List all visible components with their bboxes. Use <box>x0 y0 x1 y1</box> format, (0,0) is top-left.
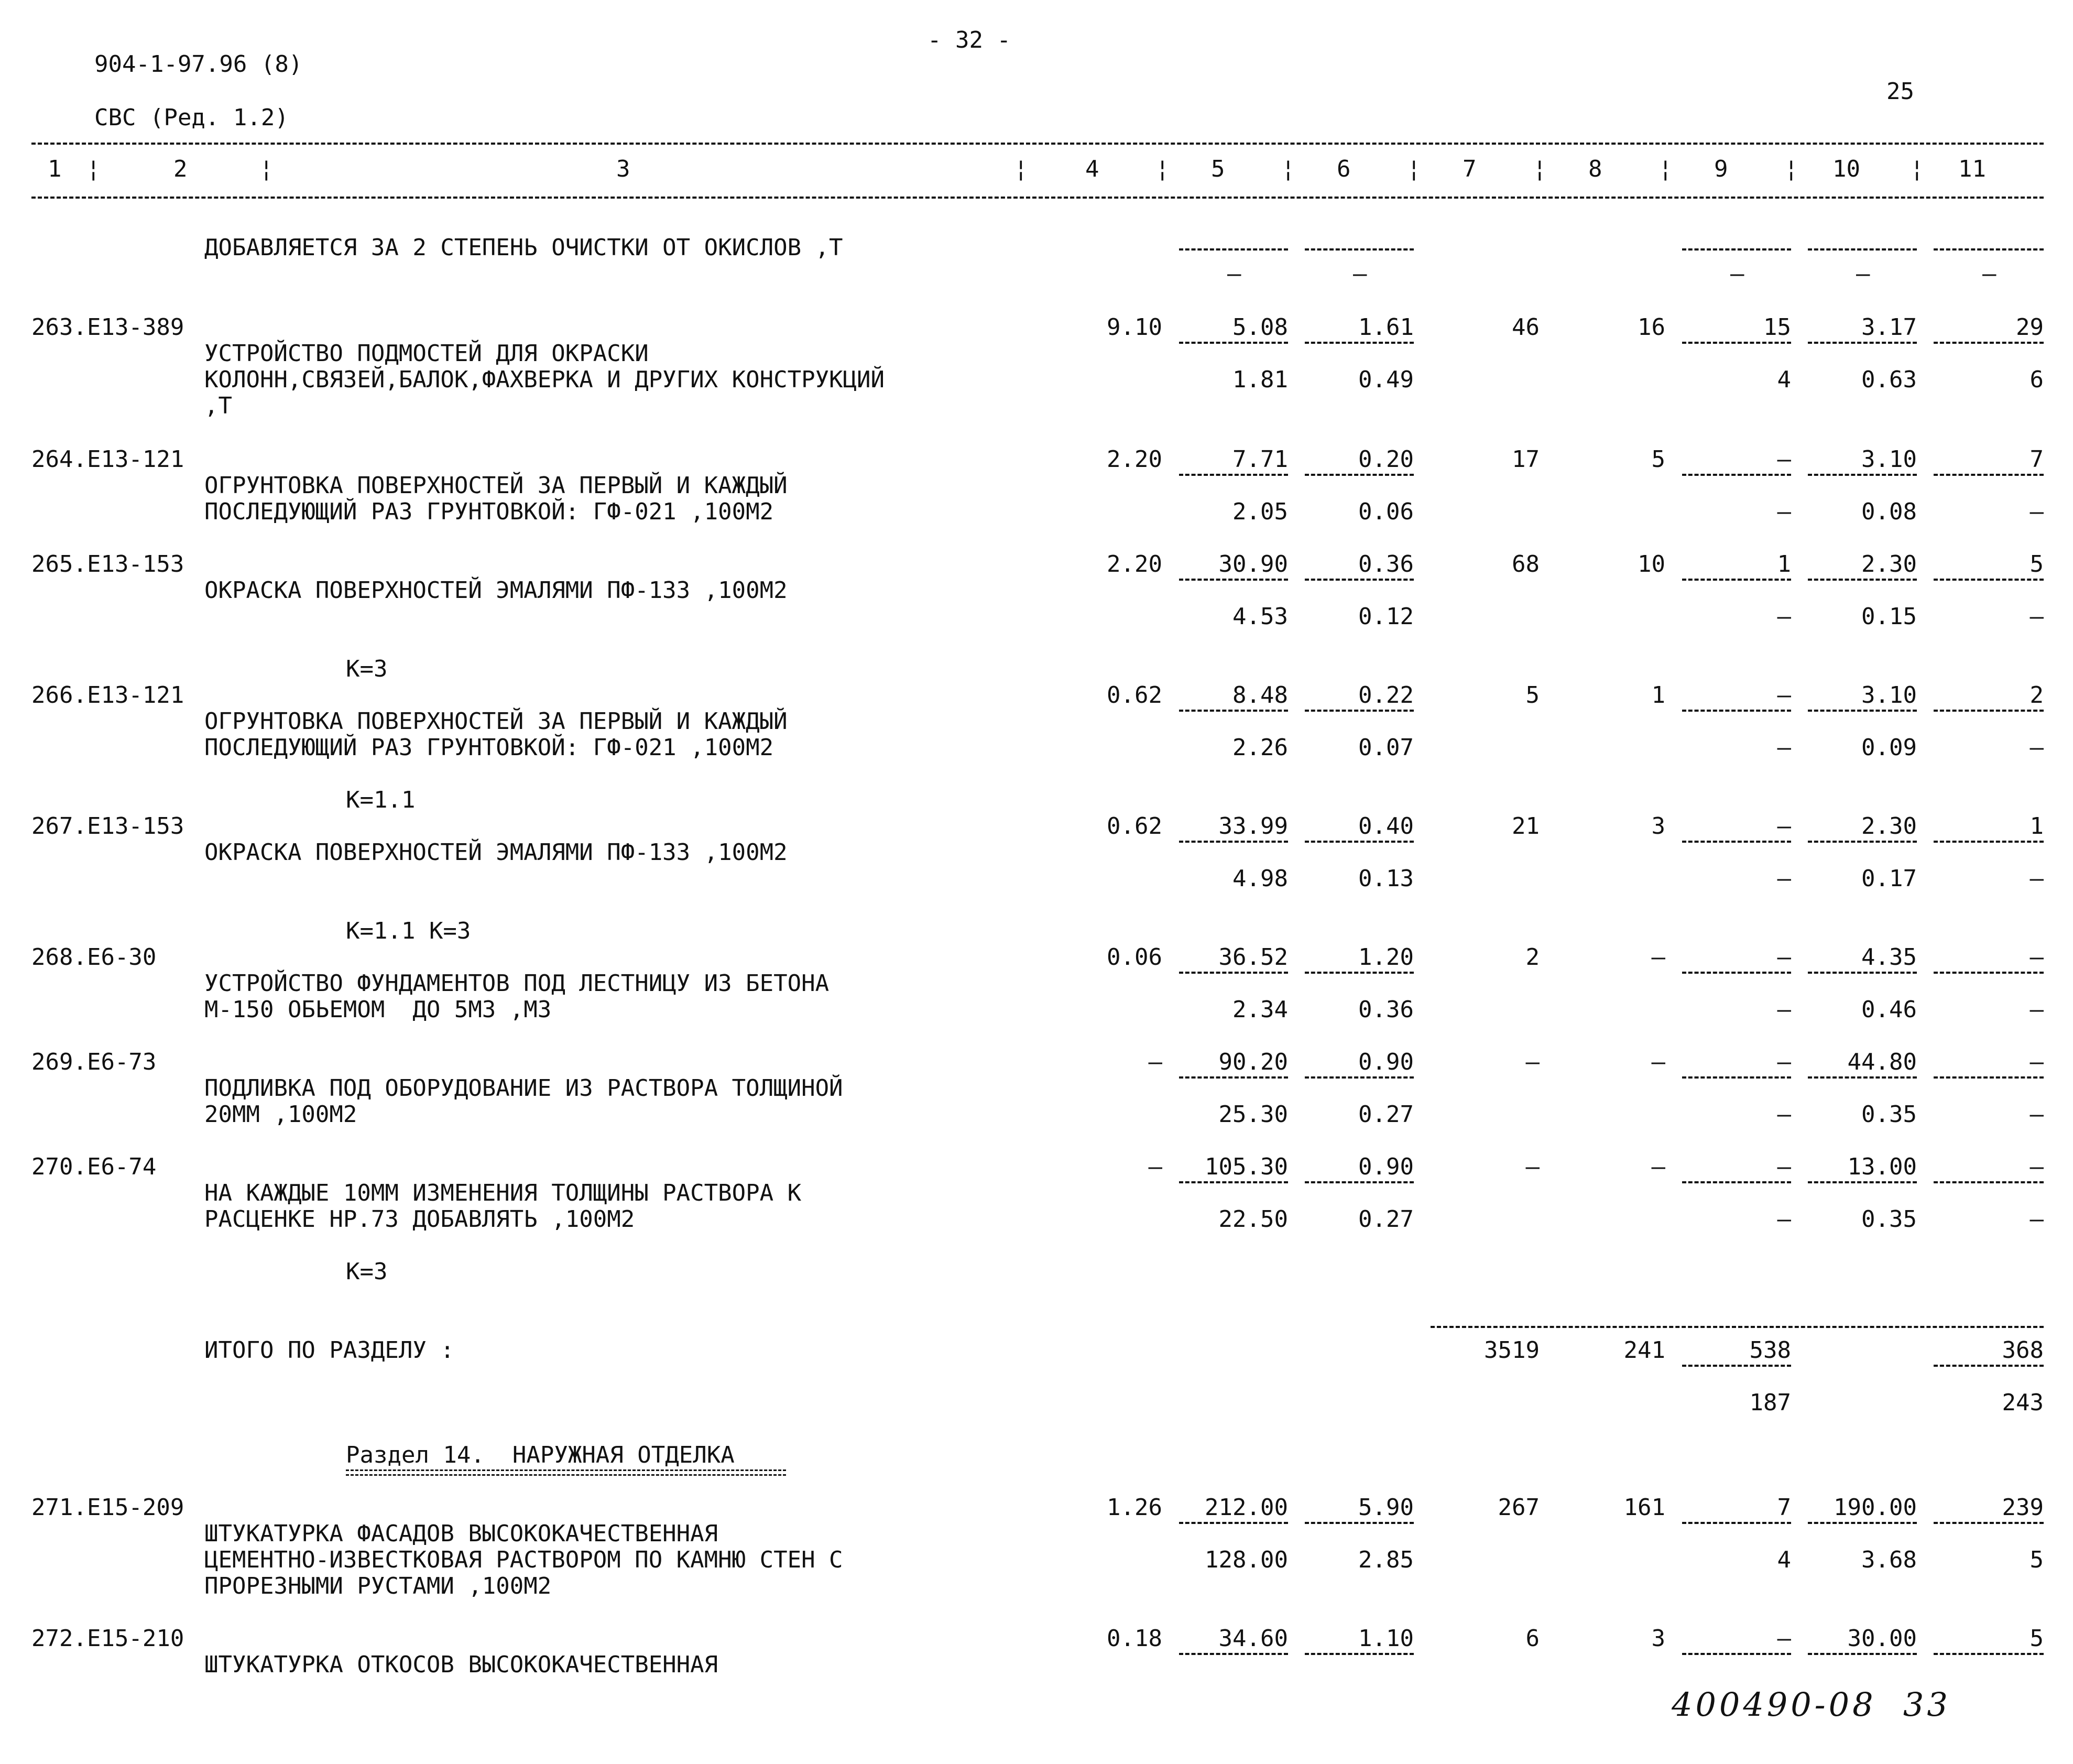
value-underline <box>1179 972 1288 974</box>
column-separator: ¦ <box>1407 156 1421 182</box>
value-second-line-col-10: 3.68 <box>1861 1547 1917 1573</box>
value-underline <box>1305 248 1414 251</box>
value-underline <box>1682 1653 1791 1655</box>
value-col-6: 1.61 <box>1358 314 1414 341</box>
value-underline <box>1808 248 1917 251</box>
item-code: 269.Е6-73 <box>31 1049 157 1075</box>
value-col-5: 30.90 <box>1218 551 1288 578</box>
value-underline <box>1682 841 1791 843</box>
value-second-line-col-6: – <box>1353 260 1367 287</box>
value-underline <box>1305 579 1414 581</box>
value-underline <box>1179 1076 1288 1079</box>
value-col-11: – <box>2030 944 2044 971</box>
item-code: 270.Е6-74 <box>31 1153 157 1180</box>
value-underline <box>1305 342 1414 344</box>
value-col-8: – <box>1651 1049 1665 1075</box>
value-col-11: 7 <box>2030 446 2044 473</box>
value-second-line-col-11: 6 <box>2030 366 2044 393</box>
value-underline <box>1305 1653 1414 1655</box>
page-number-center: - 32 - <box>928 27 1011 53</box>
value-second-line-col-9: – <box>1777 865 1791 892</box>
total-col-8: 241 <box>1623 1337 1665 1364</box>
value-col-5: 34.60 <box>1218 1625 1288 1652</box>
value-second-line-col-9: 4 <box>1777 1547 1791 1573</box>
value-second-line-col-5: 4.53 <box>1232 603 1288 630</box>
value-col-8: 3 <box>1651 1625 1665 1652</box>
column-number-7: 7 <box>1463 156 1477 182</box>
handwritten-archive-number: 400490-08 33 <box>1672 1685 1951 1724</box>
item-code: 266.Е13-121 <box>31 682 184 709</box>
total-col-11: 368 <box>2002 1337 2044 1364</box>
value-col-7: 267 <box>1498 1494 1540 1521</box>
item-description: КОЛОНН,СВЯЗЕЙ,БАЛОК,ФАХВЕРКА И ДРУГИХ КОНСТРУКЦИЙ <box>204 366 885 393</box>
item-description: УСТРОЙСТВО ФУНДАМЕНТОВ ПОД ЛЕСТНИЦУ ИЗ БЕТОНА <box>204 970 830 997</box>
column-number-10: 10 <box>1832 156 1860 182</box>
value-second-line-col-9: – <box>1777 498 1791 525</box>
value-col-10: 3.10 <box>1861 682 1917 709</box>
value-col-7: 17 <box>1512 446 1540 473</box>
column-separator: ¦ <box>1155 156 1170 182</box>
value-col-10: 2.30 <box>1861 813 1917 840</box>
item-description: НА КАЖДЫЕ 10ММ ИЗМЕНЕНИЯ ТОЛЩИНЫ РАСТВОРА К <box>204 1180 802 1206</box>
value-col-8: 16 <box>1638 314 1665 341</box>
value-col-4: 0.18 <box>1107 1625 1162 1652</box>
value-col-4: 9.10 <box>1107 314 1162 341</box>
value-underline <box>1305 474 1414 476</box>
item-description: ОКРАСКА ПОВЕРХНОСТЕЙ ЭМАЛЯМИ ПФ-133 ,100М2 <box>204 839 788 866</box>
value-col-7: 2 <box>1525 944 1540 971</box>
value-col-7: 21 <box>1512 813 1540 840</box>
item-description: ЦЕМЕНТНО-ИЗВЕСТКОВАЯ РАСТВОРОМ ПО КАМНЮ СТЕН С <box>204 1547 843 1573</box>
value-second-line-col-9: – <box>1730 260 1744 287</box>
value-second-line-col-11: – <box>2030 603 2044 630</box>
column-number-8: 8 <box>1588 156 1602 182</box>
column-separator: ¦ <box>1281 156 1295 182</box>
column-separator: ¦ <box>1533 156 1547 182</box>
value-col-7: – <box>1525 1153 1540 1180</box>
value-underline <box>1179 841 1288 843</box>
value-second-line-col-5: 128.00 <box>1205 1547 1288 1573</box>
value-second-line-col-9: – <box>1777 1206 1791 1233</box>
value-underline <box>1682 474 1791 476</box>
column-number-6: 6 <box>1337 156 1351 182</box>
value-col-7: 6 <box>1525 1625 1540 1652</box>
value-col-5: 105.30 <box>1205 1153 1288 1180</box>
value-col-10: 3.17 <box>1861 314 1917 341</box>
value-underline <box>1305 710 1414 712</box>
value-col-9: 7 <box>1777 1494 1791 1521</box>
value-underline <box>1934 474 2044 476</box>
column-number-11: 11 <box>1958 156 1986 182</box>
item-description: ПРОРЕЗНЫМИ РУСТАМИ ,100М2 <box>204 1573 552 1599</box>
column-separator: ¦ <box>1784 156 1798 182</box>
value-second-line-col-6: 2.85 <box>1358 1547 1414 1573</box>
value-underline <box>1808 1181 1917 1183</box>
value-underline <box>1179 248 1288 251</box>
value-col-5: 90.20 <box>1218 1049 1288 1075</box>
value-col-6: 1.20 <box>1358 944 1414 971</box>
column-number-4: 4 <box>1085 156 1099 182</box>
item-description: ШТУКАТУРКА ОТКОСОВ ВЫСОКОКАЧЕСТВЕННАЯ <box>204 1651 718 1678</box>
column-separator: ¦ <box>86 156 101 182</box>
value-underline <box>1808 342 1917 344</box>
value-col-11: – <box>2030 1049 2044 1075</box>
column-number-3: 3 <box>616 156 630 182</box>
value-underline <box>1682 710 1791 712</box>
value-underline <box>1808 710 1917 712</box>
value-col-10: 30.00 <box>1847 1625 1917 1652</box>
value-underline <box>1305 1076 1414 1079</box>
value-second-line-col-11: – <box>2030 996 2044 1023</box>
value-col-8: 10 <box>1638 551 1665 578</box>
value-col-6: 0.22 <box>1358 682 1414 709</box>
value-underline <box>1934 248 2044 251</box>
value-underline <box>1934 342 2044 344</box>
value-col-11: 5 <box>2030 551 2044 578</box>
value-underline <box>1305 1181 1414 1183</box>
value-underline <box>1808 841 1917 843</box>
value-col-11: 239 <box>2002 1494 2044 1521</box>
value-col-5: 5.08 <box>1232 314 1288 341</box>
value-second-line-col-5: 22.50 <box>1218 1206 1288 1233</box>
item-description: ОГРУНТОВКА ПОВЕРХНОСТЕЙ ЗА ПЕРВЫЙ И КАЖДЫЙ <box>204 472 788 499</box>
item-description: УСТРОЙСТВО ПОДМОСТЕЙ ДЛЯ ОКРАСКИ <box>204 340 649 367</box>
value-underline <box>1934 710 2044 712</box>
value-underline <box>1808 1522 1917 1524</box>
value-second-line-col-11: – <box>2030 1101 2044 1128</box>
coefficient-note: К=3 <box>346 656 388 682</box>
value-underline <box>1682 1181 1791 1183</box>
value-underline <box>1934 972 2044 974</box>
value-col-4: – <box>1148 1049 1162 1075</box>
value-underline <box>1682 342 1791 344</box>
column-number-9: 9 <box>1714 156 1728 182</box>
value-second-line-col-5: – <box>1227 260 1241 287</box>
value-second-line-col-6: 0.49 <box>1358 366 1414 393</box>
value-underline <box>1305 1522 1414 1524</box>
value-col-8: 3 <box>1651 813 1665 840</box>
header-rule-top <box>31 143 2044 145</box>
item-code: 264.Е13-121 <box>31 446 184 473</box>
value-underline <box>1934 579 2044 581</box>
column-separator: ¦ <box>259 156 274 182</box>
value-second-line-col-11: – <box>2030 865 2044 892</box>
value-underline <box>1682 579 1791 581</box>
doc-code: 904-1-97.96 (8) <box>94 51 303 78</box>
value-col-11: 5 <box>2030 1625 2044 1652</box>
value-col-6: 0.90 <box>1358 1153 1414 1180</box>
value-second-line-col-5: 25.30 <box>1218 1101 1288 1128</box>
item-description: 20ММ ,100М2 <box>204 1101 357 1128</box>
value-second-line-col-10: 0.17 <box>1861 865 1917 892</box>
page-number-right: 25 <box>1886 78 1914 105</box>
item-code: 268.Е6-30 <box>31 944 157 971</box>
total-col-7: 3519 <box>1484 1337 1540 1364</box>
total-rule <box>1431 1326 2044 1328</box>
item-description: ДОБАВЛЯЕТСЯ ЗА 2 СТЕПЕНЬ ОЧИСТКИ ОТ ОКИСЛОВ ,Т <box>204 234 843 261</box>
value-col-11: 1 <box>2030 813 2044 840</box>
item-code: 267.Е13-153 <box>31 813 184 840</box>
program-version: СВС (Ред. 1.2) <box>94 104 289 131</box>
value-col-8: – <box>1651 1153 1665 1180</box>
value-second-line-col-10: 0.15 <box>1861 603 1917 630</box>
value-col-5: 8.48 <box>1232 682 1288 709</box>
value-underline <box>1934 1076 2044 1079</box>
value-underline <box>1808 972 1917 974</box>
item-description: М-150 ОБЬЕМОМ ДО 5М3 ,М3 <box>204 996 552 1023</box>
value-col-6: 0.90 <box>1358 1049 1414 1075</box>
value-col-6: 0.40 <box>1358 813 1414 840</box>
value-second-line-col-9: – <box>1777 1101 1791 1128</box>
value-underline <box>1682 248 1791 251</box>
value-underline <box>1808 1653 1917 1655</box>
value-col-8: 5 <box>1651 446 1665 473</box>
value-col-5: 212.00 <box>1205 1494 1288 1521</box>
value-col-11: – <box>2030 1153 2044 1180</box>
value-underline <box>1808 579 1917 581</box>
item-description: ПОДЛИВКА ПОД ОБОРУДОВАНИЕ ИЗ РАСТВОРА ТОЛЩИНОЙ <box>204 1075 843 1102</box>
column-separator: ¦ <box>1910 156 1924 182</box>
item-code: 271.Е15-209 <box>31 1494 184 1521</box>
value-col-10: 4.35 <box>1861 944 1917 971</box>
value-col-9: 15 <box>1763 314 1791 341</box>
value-col-10: 3.10 <box>1861 446 1917 473</box>
value-col-8: – <box>1651 944 1665 971</box>
section-heading: Раздел 14. НАРУЖНАЯ ОТДЕЛКА <box>346 1442 735 1468</box>
value-col-9: 1 <box>1777 551 1791 578</box>
value-second-line-col-9: – <box>1777 603 1791 630</box>
value-second-line-col-5: 1.81 <box>1232 366 1288 393</box>
item-description: ШТУКАТУРКА ФАСАДОВ ВЫСОКОКАЧЕСТВЕННАЯ <box>204 1520 718 1547</box>
value-underline <box>1934 841 2044 843</box>
value-col-10: 44.80 <box>1847 1049 1917 1075</box>
value-col-9: – <box>1777 446 1791 473</box>
value-underline <box>1682 1365 1791 1367</box>
value-underline <box>1179 342 1288 344</box>
value-underline <box>1179 1653 1288 1655</box>
value-second-line-col-11: – <box>2030 498 2044 525</box>
value-col-8: 161 <box>1623 1494 1665 1521</box>
value-second-line-col-9: – <box>1777 996 1791 1023</box>
value-col-6: 0.36 <box>1358 551 1414 578</box>
value-col-6: 5.90 <box>1358 1494 1414 1521</box>
value-underline <box>1934 1653 2044 1655</box>
value-underline <box>1305 972 1414 974</box>
value-second-line-col-11: – <box>2030 1206 2044 1233</box>
value-col-5: 7.71 <box>1232 446 1288 473</box>
value-col-10: 13.00 <box>1847 1153 1917 1180</box>
value-col-11: 29 <box>2016 314 2044 341</box>
value-col-5: 33.99 <box>1218 813 1288 840</box>
value-col-6: 1.10 <box>1358 1625 1414 1652</box>
value-col-4: 1.26 <box>1107 1494 1162 1521</box>
value-underline <box>1808 1076 1917 1079</box>
item-description: ПОСЛЕДУЮЩИЙ РАЗ ГРУНТОВКОЙ: ГФ-021 ,100М2 <box>204 734 774 761</box>
value-col-4: 0.62 <box>1107 682 1162 709</box>
value-second-line-col-6: 0.12 <box>1358 603 1414 630</box>
value-underline <box>1682 972 1791 974</box>
value-second-line-col-10: 0.08 <box>1861 498 1917 525</box>
value-underline <box>1179 579 1288 581</box>
value-second-line-col-6: 0.06 <box>1358 498 1414 525</box>
value-second-line-col-11: 5 <box>2030 1547 2044 1573</box>
value-second-line-col-5: 2.34 <box>1232 996 1288 1023</box>
value-col-11: 2 <box>2030 682 2044 709</box>
section-total-label: ИТОГО ПО РАЗДЕЛУ : <box>204 1337 454 1364</box>
value-second-line-col-6: 0.27 <box>1358 1206 1414 1233</box>
value-second-line-col-10: 0.46 <box>1861 996 1917 1023</box>
value-second-line-col-6: 0.27 <box>1358 1101 1414 1128</box>
value-underline <box>1682 1522 1791 1524</box>
column-number-2: 2 <box>173 156 188 182</box>
total-second-col-11: 243 <box>2002 1389 2044 1416</box>
value-col-4: – <box>1148 1153 1162 1180</box>
value-underline <box>1682 1076 1791 1079</box>
value-col-10: 2.30 <box>1861 551 1917 578</box>
coefficient-note: К=1.1 К=3 <box>346 918 471 944</box>
value-col-9: – <box>1777 1625 1791 1652</box>
item-description: ,Т <box>204 393 232 419</box>
value-second-line-col-5: 2.05 <box>1232 498 1288 525</box>
column-number-5: 5 <box>1211 156 1225 182</box>
value-col-4: 0.62 <box>1107 813 1162 840</box>
value-second-line-col-10: 0.35 <box>1861 1206 1917 1233</box>
item-description: РАСЦЕНКЕ НР.73 ДОБАВЛЯТЬ ,100М2 <box>204 1206 635 1233</box>
value-underline <box>1305 841 1414 843</box>
value-underline <box>1934 1365 2044 1367</box>
value-col-4: 2.20 <box>1107 551 1162 578</box>
value-underline <box>1179 1522 1288 1524</box>
value-second-line-col-10: 0.35 <box>1861 1101 1917 1128</box>
coefficient-note: К=3 <box>346 1258 388 1285</box>
value-col-9: – <box>1777 944 1791 971</box>
value-col-5: 36.52 <box>1218 944 1288 971</box>
value-underline <box>1179 474 1288 476</box>
column-separator: ¦ <box>1659 156 1673 182</box>
item-description: ОГРУНТОВКА ПОВЕРХНОСТЕЙ ЗА ПЕРВЫЙ И КАЖДЫЙ <box>204 708 788 735</box>
value-col-4: 0.06 <box>1107 944 1162 971</box>
value-col-7: – <box>1525 1049 1540 1075</box>
value-underline <box>1934 1181 2044 1183</box>
value-underline <box>1808 474 1917 476</box>
item-description: ПОСЛЕДУЮЩИЙ РАЗ ГРУНТОВКОЙ: ГФ-021 ,100М2 <box>204 498 774 525</box>
value-second-line-col-5: 2.26 <box>1232 734 1288 761</box>
value-col-8: 1 <box>1651 682 1665 709</box>
value-col-9: – <box>1777 1153 1791 1180</box>
value-second-line-col-10: – <box>1856 260 1870 287</box>
item-code: 272.Е15-210 <box>31 1625 184 1652</box>
value-col-9: – <box>1777 682 1791 709</box>
value-second-line-col-10: 0.09 <box>1861 734 1917 761</box>
value-col-6: 0.20 <box>1358 446 1414 473</box>
value-second-line-col-9: – <box>1777 734 1791 761</box>
header-rule-bottom <box>31 197 2044 199</box>
coefficient-note: К=1.1 <box>346 787 416 813</box>
column-separator: ¦ <box>1014 156 1028 182</box>
item-description: ОКРАСКА ПОВЕРХНОСТЕЙ ЭМАЛЯМИ ПФ-133 ,100М2 <box>204 577 788 604</box>
value-col-4: 2.20 <box>1107 446 1162 473</box>
value-underline <box>1179 710 1288 712</box>
value-col-9: – <box>1777 813 1791 840</box>
value-second-line-col-11: – <box>2030 734 2044 761</box>
value-col-7: 68 <box>1512 551 1540 578</box>
value-col-7: 46 <box>1512 314 1540 341</box>
value-second-line-col-5: 4.98 <box>1232 865 1288 892</box>
value-col-9: – <box>1777 1049 1791 1075</box>
total-col-9: 538 <box>1749 1337 1791 1364</box>
item-code: 265.Е13-153 <box>31 551 184 578</box>
value-col-10: 190.00 <box>1834 1494 1917 1521</box>
value-second-line-col-9: 4 <box>1777 366 1791 393</box>
value-second-line-col-6: 0.07 <box>1358 734 1414 761</box>
item-code: 263.Е13-389 <box>31 314 184 341</box>
value-second-line-col-11: – <box>1982 260 1996 287</box>
column-number-1: 1 <box>48 156 62 182</box>
value-col-7: 5 <box>1525 682 1540 709</box>
value-second-line-col-6: 0.13 <box>1358 865 1414 892</box>
total-second-col-9: 187 <box>1749 1389 1791 1416</box>
section-heading-underline <box>346 1469 786 1476</box>
value-second-line-col-10: 0.63 <box>1861 366 1917 393</box>
value-underline <box>1179 1181 1288 1183</box>
value-underline <box>1934 1522 2044 1524</box>
value-second-line-col-6: 0.36 <box>1358 996 1414 1023</box>
